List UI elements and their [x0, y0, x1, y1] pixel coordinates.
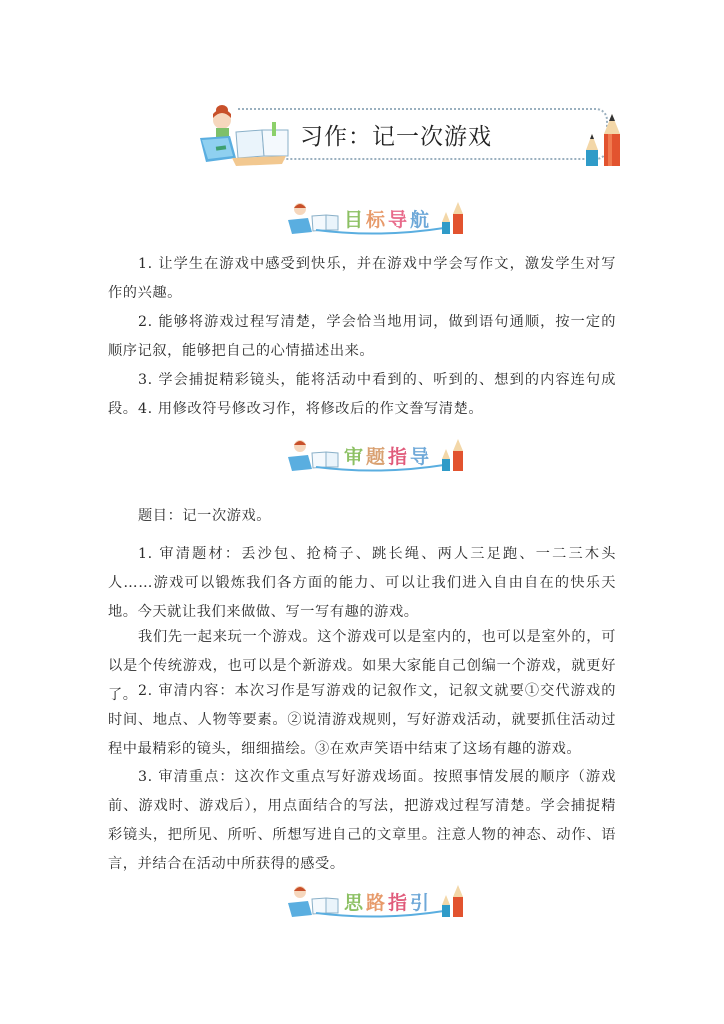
- section-header-idea-guide: [286, 881, 466, 921]
- label-char: 导: [388, 209, 411, 231]
- paragraph: 4. 用修改符号修改习作，将修改后的作文誊写清楚。: [138, 401, 484, 417]
- paragraph: 3. 审清重点：这次作文重点写好游戏场面。按照事情发展的顺序（游戏前、游戏时、游戏后），用点面结合的写法，把游戏过程写清楚。学会捕捉精彩镜头，把所见、所听、所想写进自己的文章里。注意人物的神态、动作、语言，并结合在活动中所获得的感受。: [108, 769, 616, 872]
- label-char: 题: [366, 446, 389, 468]
- label-char: 标: [366, 209, 389, 231]
- paragraph: 1. 让学生在游戏中感受到快乐，并在游戏中学会写作文，激发学生对写作的兴趣。: [108, 256, 616, 301]
- label-char: 思: [344, 892, 367, 914]
- pencils-icon: [438, 437, 466, 471]
- label-char: 目: [344, 209, 367, 231]
- label-char: 导: [410, 446, 433, 468]
- section-header-topic-guide: [286, 435, 466, 475]
- pencils-icon: [438, 200, 466, 234]
- paragraph: 2. 审清内容：本次习作是写游戏的记叙作文，记叙文就要①交代游戏的时间、地点、人物等要素。②说清游戏规则，写好游戏活动，就要抓住活动过程中最精彩的镜头，细细描绘。③在欢声笑语中结束了这场有趣的游戏。: [108, 683, 616, 757]
- paragraph-topic: 题目：记一次游戏。: [138, 508, 272, 524]
- section-label: [344, 888, 432, 915]
- paragraph: 2. 能够将游戏过程写清楚，学会恰当地用词，做到语句通顺，按一定的顺序记叙，能够把自己的心情描述出来。: [108, 314, 616, 359]
- label-char: 指: [388, 446, 411, 468]
- label-char: 指: [388, 892, 411, 914]
- paragraph: 我们先一起来玩一个游戏。这个游戏可以是室内的，也可以是室外的，可以是个传统游戏，也可以是个新游戏。如果大家能自己创编一个游戏，就更好了。: [108, 629, 616, 703]
- paragraph: 1. 审清题材：丢沙包、抢椅子、跳长绳、两人三足跑、一二三木头人……游戏可以锻炼我们各方面的能力、可以让我们进入自由自在的快乐天地。今天就让我们来做做、写一写有趣的游戏。: [108, 546, 616, 620]
- pencils-icon: [438, 883, 466, 917]
- label-char: 审: [344, 446, 367, 468]
- page-title: 习作：记一次游戏: [300, 124, 492, 150]
- label-char: 航: [410, 209, 433, 231]
- girl-reading-book-icon: [196, 100, 296, 166]
- label-char: 引: [410, 892, 433, 914]
- paragraph: 3. 学会捕捉精彩镜头，能将活动中看到的、听到的、想到的内容连句成段。: [108, 372, 616, 417]
- label-char: 路: [366, 892, 389, 914]
- title-banner: [196, 100, 626, 166]
- pencils-icon: [578, 110, 626, 166]
- section-label: [344, 205, 432, 232]
- section-header-goals: [286, 198, 466, 238]
- section-label: [344, 442, 432, 469]
